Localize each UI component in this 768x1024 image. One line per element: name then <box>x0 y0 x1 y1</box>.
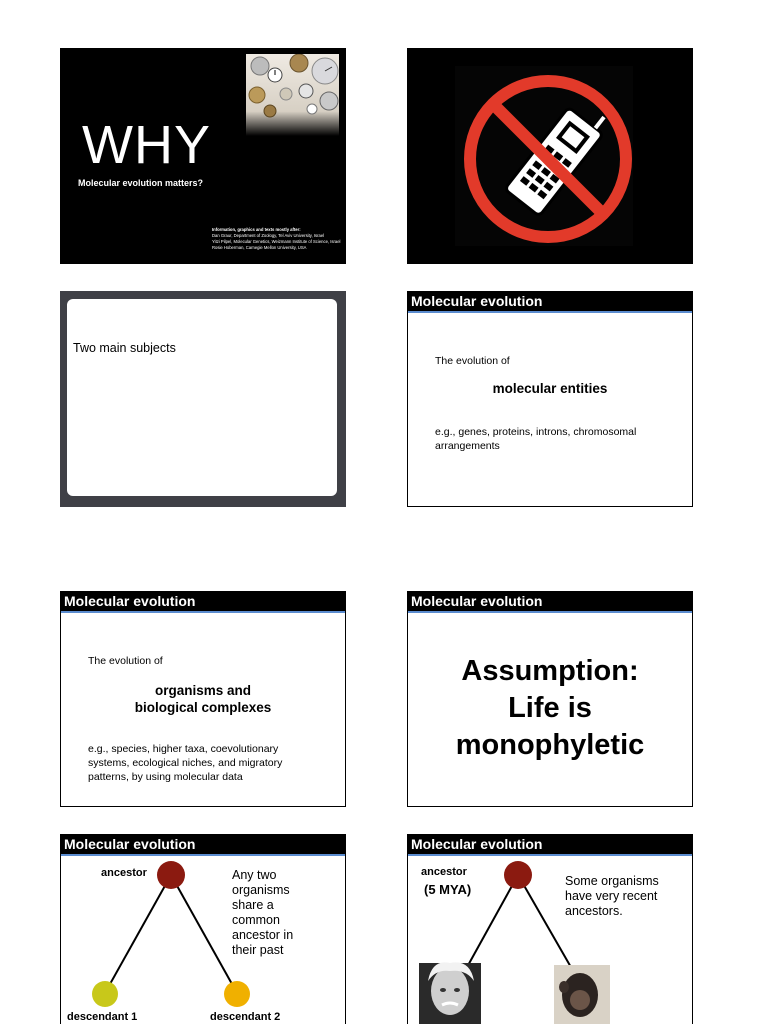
text-line: common <box>232 913 280 927</box>
statement-line: monophyletic <box>455 729 645 761</box>
slide-two-subjects <box>60 291 346 507</box>
ancestor-tree <box>61 835 346 1024</box>
examples-line: patterns, by using molecular data <box>88 771 243 783</box>
slide-header: Molecular evolution <box>408 835 692 856</box>
text-line: have very recent <box>565 889 658 903</box>
slide-molecular-entities <box>407 291 693 507</box>
text-line: organisms <box>232 883 290 897</box>
descendant2-node <box>224 981 250 1007</box>
statement-line: Life is <box>508 692 592 724</box>
credit-line: Rosie Hoberman, Carnegie Mellon University, USA <box>212 245 307 250</box>
human-photo <box>419 962 481 1024</box>
credit-line: Dan Graur, Department of Zoology, Tel Aviv University, Israel <box>212 233 325 238</box>
statement-line: Assumption: <box>461 655 639 687</box>
slide-header: Molecular evolution <box>408 292 692 313</box>
credit-line: Information, graphics and texts mostly after: <box>212 227 301 232</box>
examples-line: arrangements <box>435 440 500 452</box>
slide6-statement <box>408 653 692 764</box>
age-label: (5 MYA) <box>424 882 472 897</box>
examples-line: e.g., genes, proteins, introns, chromosomal <box>435 426 637 438</box>
ancestor-label: ancestor <box>421 866 467 878</box>
slide-common-ancestor <box>60 834 346 1024</box>
main-line: biological complexes <box>134 700 272 715</box>
slide-header: Molecular evolution <box>61 835 345 856</box>
slide3-text: Two main subjects <box>73 341 176 355</box>
descendant2-label: descendant 2 <box>210 1011 281 1023</box>
slide-why <box>60 48 346 264</box>
slide-organisms <box>60 591 346 807</box>
clocks-image <box>246 54 339 136</box>
slide-header: Molecular evolution <box>61 592 345 613</box>
descendant1-label: descendant 1 <box>67 1011 138 1023</box>
text-line: their past <box>232 943 284 957</box>
slide7-text <box>232 868 293 958</box>
recent-ancestor-tree <box>408 835 693 1024</box>
clocks-photo <box>246 54 339 136</box>
slide-header: Molecular evolution <box>408 592 692 613</box>
text-line: share a <box>232 898 274 912</box>
credit-line: Yitzi Pilpel, Molecular Genetics, Weizmann Institute of Science, Israel <box>212 239 341 244</box>
ancestor-label: ancestor <box>101 867 147 879</box>
main-line: organisms and <box>154 683 252 698</box>
ancestor-node <box>504 861 532 889</box>
slide8-text <box>565 874 659 919</box>
slide-recent-ancestors <box>407 834 693 1024</box>
slide4-intro: The evolution of <box>435 355 510 367</box>
chimp-photo <box>554 965 610 1024</box>
slide4-main: molecular entities <box>492 381 608 396</box>
slide1-credits <box>212 227 344 251</box>
descendant1-node <box>92 981 118 1007</box>
examples-line: systems, ecological niches, and migratory <box>88 757 283 769</box>
text-line: ancestors. <box>565 904 623 918</box>
slide-assumption <box>407 591 693 807</box>
text-line: Any two <box>232 868 277 882</box>
ancestor-node <box>157 861 185 889</box>
slide1-subtitle: Molecular evolution matters? <box>78 178 204 188</box>
slide-no-phone <box>407 48 693 264</box>
slide5-examples <box>88 742 282 784</box>
slide1-title: WHY <box>82 115 211 175</box>
text-line: ancestor in <box>232 928 294 942</box>
slide3-card <box>67 299 337 496</box>
slide5-main <box>61 682 345 716</box>
slide5-intro: The evolution of <box>88 655 163 667</box>
slide4-examples <box>435 425 636 453</box>
examples-line: e.g., species, higher taxa, coevolutionary <box>88 743 279 755</box>
no-mobile-phone-icon <box>407 48 693 264</box>
text-line: Some organisms <box>565 874 659 888</box>
